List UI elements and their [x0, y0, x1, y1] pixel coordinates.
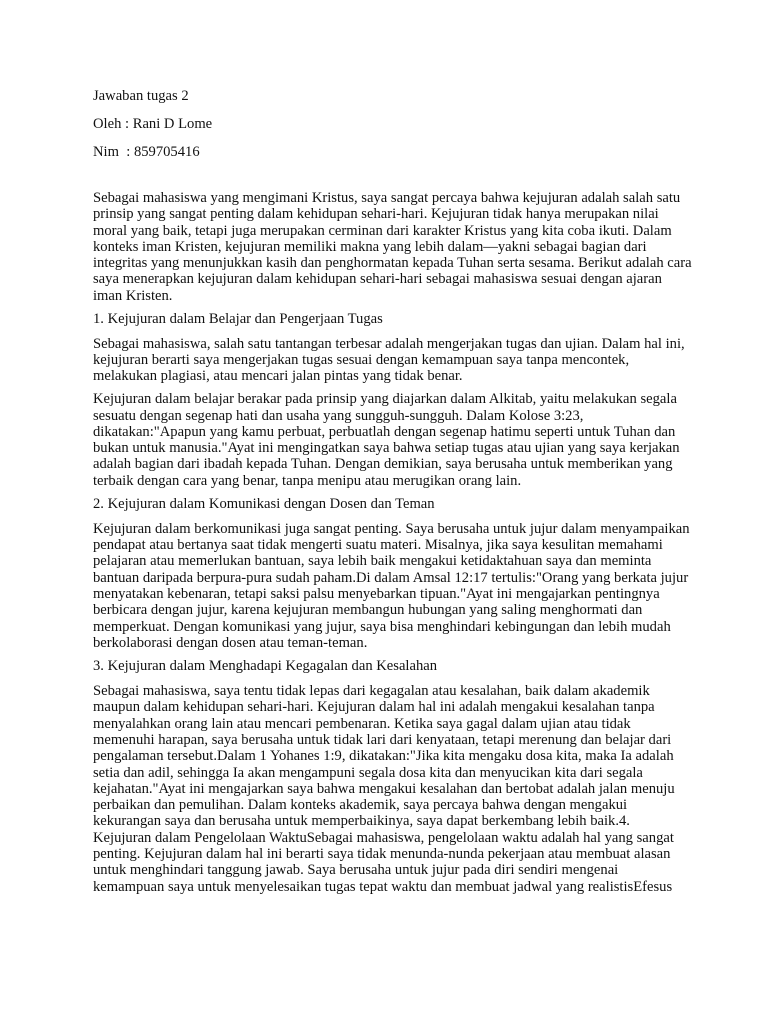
- text-line: untuk menghindari tanggung jawab. Saya berusaha untuk jujur pada diri sendiri mengenai: [93, 862, 619, 879]
- text-line: menyalahkan orang lain atau mencari pembenaran. Ketika saya gagal dalam ujian atau tidak: [93, 715, 631, 732]
- text-line: Kejujuran dalam berkomunikasi juga sangat penting. Saya berusaha untuk jujur dalam menyampaikan: [93, 520, 690, 537]
- text-line: Sebagai mahasiswa yang mengimani Kristus, saya sangat percaya bahwa kejujuran adalah salah satu: [93, 190, 681, 206]
- text-line: terbaik dengan cara yang benar, tanpa menipu atau merugikan orang lain.: [93, 472, 522, 489]
- text-line: Kejujuran dalam belajar berakar pada prinsip yang diajarkan dalam Alkitab, yaitu melakukan segala: [93, 391, 677, 408]
- author-line: Oleh : Rani D Lome: [93, 116, 213, 132]
- text-line: Sebagai mahasiswa, saya tentu tidak lepas dari kegagalan atau kesalahan, baik dalam akademik: [93, 683, 650, 700]
- text-line: dikatakan:"Apapun yang kamu perbuat, perbuatlah dengan segenap hatimu seperti untuk Tuhan dan: [93, 423, 676, 440]
- text-line: perbaikan dan pemulihan. Dalam konteks akademik, saya percaya bahwa dengan mengakui: [93, 797, 628, 814]
- text-line: setia dan adil, sehingga Ia akan mengampuni segala dosa kita dan menyucikan kita dari segala: [93, 764, 643, 781]
- text-line: memperkuat. Dengan komunikasi yang jujur, saya bisa menghindari kebingungan dan lebih mudah: [93, 618, 671, 635]
- text-line: konteks iman Kristen, kejujuran memiliki makna yang lebih dalam—yakni sebagai bagian dari: [93, 238, 647, 255]
- text-line: kekurangan saya dan berusaha untuk memperbaikinya, saya dapat berkembang lebih baik.4.: [93, 813, 630, 830]
- text-line: melakukan plagiasi, atau mencari jalan pintas yang tidak benar.: [93, 368, 463, 385]
- text-line: pendapat atau bertanya saat tidak mengerti suatu materi. Misalnya, jika saya kesulitan memahami: [93, 537, 663, 554]
- document-title: Jawaban tugas 2: [93, 88, 189, 104]
- text-line: saya menerapkan kejujuran dalam kehidupan sehari-hari sebagai mahasiswa sesuai dengan ajaran: [93, 271, 662, 288]
- text-line: penting. Kejujuran dalam hal ini berarti saya tidak menunda-nunda pekerjaan atau membuat alasan: [93, 845, 671, 862]
- text-line: kejahatan."Ayat ini mengajarkan saya bahwa mengakui kesalahan dan bertobat adalah jalan menuju: [93, 780, 675, 797]
- text-line: iman Kristen.: [93, 287, 173, 304]
- section-3-heading: 3. Kejujuran dalam Menghadapi Kegagalan dan Kesalahan: [93, 657, 438, 674]
- section-1-paragraph-1: [93, 336, 685, 385]
- text-line: memenuhi harapan, saya berusaha untuk tidak lari dari kenyataan, tetapi merenung dan belajar dari: [93, 731, 672, 748]
- document-body: [93, 190, 692, 901]
- text-line: pengalaman tersebut.Dalam 1 Yohanes 1:9, dikatakan:"Jika kita mengaku dosa kita, maka Ia adalah: [93, 748, 674, 765]
- text-line: pelajaran atau memerlukan bantuan, saya lebih baik mengakui ketidaktahuan saya dan meminta: [93, 553, 652, 570]
- section-2-paragraph-1: [93, 520, 690, 651]
- text-line: Kejujuran dalam Pengelolaan WaktuSebagai mahasiswa, pengelolaan waktu adalah hal yang sangat: [93, 829, 674, 846]
- section-1-paragraph-2: [93, 391, 685, 489]
- text-line: bantuan daripada berpura-pura sudah paham.Di dalam Amsal 12:17 tertulis:"Orang yang berkata jujur: [93, 569, 689, 586]
- text-line: berkolaborasi dengan dosen atau teman-teman.: [93, 634, 368, 651]
- student-id-line: Nim : 859705416: [93, 144, 200, 160]
- section-1-heading: 1. Kejujuran dalam Belajar dan Pengerjaan Tugas: [93, 310, 383, 327]
- text-line: berbicara dengan jujur, karena kejujuran membangun hubungan yang saling menghormati dan: [93, 602, 643, 619]
- text-line: Sebagai mahasiswa, salah satu tantangan terbesar adalah mengerjakan tugas dan ujian. Dalam hal ini,: [93, 335, 685, 352]
- section-2-heading: 2. Kejujuran dalam Komunikasi dengan Dosen dan Teman: [93, 495, 435, 512]
- text-line: prinsip yang sangat penting dalam kehidupan sehari-hari. Kejujuran tidak hanya merupakan nilai: [93, 206, 659, 223]
- section-3-paragraph-1: [93, 683, 685, 895]
- text-line: integritas yang menunjukkan kasih dan penghormatan kepada Tuhan serta sesama. Berikut adalah cara: [93, 255, 692, 272]
- text-line: sesuatu dengan segenap hati dan usaha yang sungguh-sungguh. Dalam Kolose 3:23,: [93, 407, 584, 424]
- intro-paragraph: [93, 190, 692, 304]
- text-line: adalah bagian dari ibadah kepada Tuhan. Dengan demikian, saya berusaha untuk memberikan yang: [93, 456, 673, 473]
- text-line: menyatakan kebenaran, tetapi saksi palsu menyebarkan tipuan."Ayat ini mengajarkan pentingnya: [93, 586, 660, 603]
- text-line: moral yang baik, tetapi juga merupakan cerminan dari karakter Kristus yang kita coba ikuti. Dalam: [93, 222, 672, 239]
- document-header: [93, 87, 693, 171]
- text-line: bukan untuk manusia."Ayat ini mengingatkan saya bahwa setiap tugas atau ujian yang saya kerjakan: [93, 440, 680, 457]
- text-line: kemampuan saya untuk menyelesaikan tugas tepat waktu dan membuat jadwal yang realistisEfesus: [93, 878, 673, 895]
- text-line: maupun dalam kehidupan sehari-hari. Kejujuran dalam hal ini adalah mengakui kesalahan tanpa: [93, 699, 655, 716]
- text-line: kejujuran berarti saya mengerjakan tugas sesuai dengan kemampuan saya tanpa mencontek,: [93, 352, 630, 369]
